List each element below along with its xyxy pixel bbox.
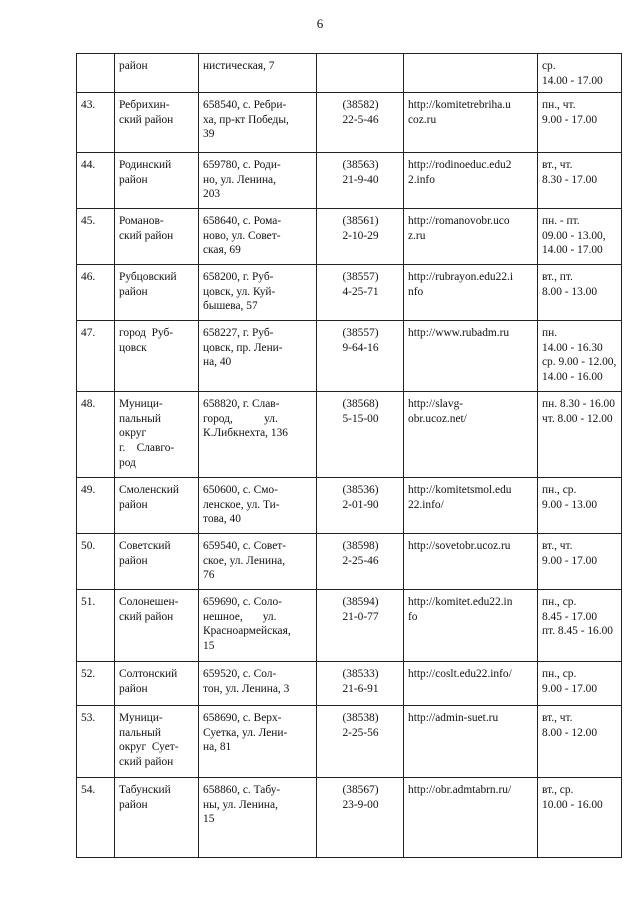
postal-address-line: ленское, ул. Ти-	[203, 498, 280, 511]
postal-address-line: Красноармейская,	[203, 625, 291, 638]
district-name-line: цовск	[119, 341, 147, 354]
website-url-cell	[404, 590, 538, 662]
row-number: 45.	[77, 209, 115, 265]
postal-address-cell	[199, 54, 317, 93]
district-name-line: Ребрихин-	[119, 99, 170, 112]
row-number: 43.	[77, 93, 115, 153]
website-url-line: http://coslt.edu22.info/	[408, 668, 512, 681]
phone-number-cell	[317, 478, 404, 534]
row-number: 51.	[77, 590, 115, 662]
phone-number-line: 2-10-29	[342, 229, 379, 242]
reception-hours-line: 14.00 - 16.00	[542, 370, 603, 383]
district-name-line: округ Сует-	[119, 741, 179, 754]
website-url-cell	[404, 478, 538, 534]
postal-address-line: 659520, с. Сол-	[203, 668, 277, 681]
phone-number-line: 9-64-16	[342, 341, 379, 354]
reception-hours-line: ср. 9.00 - 12.00,	[542, 356, 617, 369]
phone-number-line: 22-5-46	[342, 113, 379, 126]
reception-hours-cell	[538, 54, 622, 93]
phone-number-line: (38557)	[342, 271, 379, 284]
postal-address-line: 658820, г. Слав-	[203, 398, 280, 411]
website-url-line: http://www.rubadm.ru	[408, 327, 510, 340]
website-url-cell	[404, 392, 538, 478]
reception-hours-line: 8.30 - 17.00	[542, 173, 598, 186]
table-row	[77, 54, 622, 93]
reception-hours-cell	[538, 321, 622, 392]
website-url-line: http://slavg-	[408, 398, 464, 411]
reception-hours-cell	[538, 662, 622, 706]
website-url-line: z.ru	[408, 229, 426, 242]
phone-number-line: (38563)	[342, 159, 379, 172]
phone-number-cell	[317, 93, 404, 153]
district-name-cell	[115, 153, 199, 209]
row-number	[77, 54, 115, 93]
row-number: 48.	[77, 392, 115, 478]
postal-address-line: цовск, ул. Куй-	[203, 285, 276, 298]
website-url-line: fo	[408, 610, 418, 623]
reception-hours-line: пн., ср.	[542, 484, 577, 497]
reception-hours-line: вт., чт.	[542, 159, 573, 172]
row-number: 44.	[77, 153, 115, 209]
website-url-line: http://romanovobr.uco	[408, 215, 510, 228]
postal-address-line: город, ул.	[203, 412, 278, 425]
reception-hours-cell	[538, 265, 622, 321]
reception-hours-line: пн., чт.	[542, 99, 576, 112]
postal-address-line: 659540, с. Совет-	[203, 540, 287, 553]
reception-hours-line: 8.45 - 17.00	[542, 610, 598, 623]
website-url-cell	[404, 54, 538, 93]
postal-address-line: 659690, с. Соло-	[203, 596, 282, 609]
phone-number-line: (38561)	[342, 215, 379, 228]
district-name-line: Солтонский	[119, 668, 178, 681]
postal-address-line: на, 40	[203, 356, 232, 369]
reception-hours-cell	[538, 209, 622, 265]
phone-number-line: (38567)	[342, 784, 379, 797]
phone-number-line: (38594)	[342, 596, 379, 609]
postal-address-line: това, 40	[203, 513, 241, 526]
phone-number-cell	[317, 321, 404, 392]
website-url-line: http://rodinoeduc.edu2	[408, 159, 512, 172]
reception-hours-line: вт., пт.	[542, 271, 573, 284]
district-name-line: район	[119, 798, 148, 811]
phone-number-line: 21-0-77	[342, 610, 379, 623]
district-name-cell	[115, 534, 199, 590]
website-url-line: coz.ru	[408, 113, 437, 126]
postal-address-line: ская, 69	[203, 244, 241, 257]
website-url-line: 22.info/	[408, 498, 444, 511]
district-name-line: пальный	[119, 726, 161, 739]
district-name-cell	[115, 321, 199, 392]
row-number: 53.	[77, 706, 115, 778]
phone-number-cell	[317, 54, 404, 93]
postal-address-line: 658690, с. Верх-	[203, 712, 282, 725]
website-url-cell	[404, 706, 538, 778]
postal-address-line: ское, ул. Ленина,	[203, 554, 286, 567]
district-name-line: род	[119, 456, 136, 469]
reception-hours-line: чт. 8.00 - 12.00	[542, 412, 613, 425]
reception-hours-cell	[538, 706, 622, 778]
district-name-line: Смоленский	[119, 484, 179, 497]
district-name-cell	[115, 392, 199, 478]
phone-number-line: 23-9-00	[342, 798, 379, 811]
reception-hours-line: пн. - пт.	[542, 215, 580, 228]
district-name-line: ский район	[119, 113, 174, 126]
postal-address-line: 658200, г. Руб-	[203, 271, 274, 284]
postal-address-line: 15	[203, 813, 215, 826]
postal-address-line: ново, ул. Совет-	[203, 229, 281, 242]
phone-number-line: (38557)	[342, 327, 379, 340]
website-url-cell	[404, 778, 538, 858]
reception-hours-cell	[538, 478, 622, 534]
phone-number-line: (38582)	[342, 99, 379, 112]
phone-number-line: 21-9-40	[342, 173, 379, 186]
phone-number-line: 5-15-00	[342, 412, 379, 425]
postal-address-line: ха, пр-кт Победы,	[203, 113, 289, 126]
website-url-line: http://rubrayon.edu22.i	[408, 271, 514, 284]
phone-number-cell	[317, 209, 404, 265]
reception-hours-line: 8.00 - 13.00	[542, 285, 598, 298]
table-row	[77, 265, 622, 321]
postal-address-line: 203	[203, 188, 221, 201]
reception-hours-line: 8.00 - 12.00	[542, 726, 598, 739]
website-url-line: http://komitet.edu22.in	[408, 596, 513, 609]
phone-number-cell	[317, 392, 404, 478]
reception-hours-line: 9.00 - 17.00	[542, 113, 598, 126]
table-row	[77, 321, 622, 392]
district-name-line: Солонешен-	[119, 596, 179, 609]
postal-address-cell	[199, 93, 317, 153]
district-name-cell	[115, 54, 199, 93]
postal-address-line: 650600, с. Смо-	[203, 484, 278, 497]
district-name-cell	[115, 662, 199, 706]
postal-address-line: но, ул. Ленина,	[203, 173, 276, 186]
table-row	[77, 778, 622, 858]
reception-hours-line: пн. 8.30 - 16.00	[542, 398, 615, 411]
table-row	[77, 93, 622, 153]
phone-number-line: 2-01-90	[342, 498, 379, 511]
row-number: 52.	[77, 662, 115, 706]
postal-address-cell	[199, 392, 317, 478]
row-number: 46.	[77, 265, 115, 321]
postal-address-cell	[199, 478, 317, 534]
district-name-cell	[115, 209, 199, 265]
reception-hours-line: 14.00 - 17.00	[542, 244, 603, 257]
district-name-line: пальный	[119, 412, 161, 425]
website-url-line: obr.ucoz.net/	[408, 412, 467, 425]
postal-address-line: ны, ул. Ленина,	[203, 798, 278, 811]
district-name-line: Рубцовский	[119, 271, 177, 284]
postal-address-line: Суетка, ул. Лени-	[203, 726, 288, 739]
website-url-line: http://komitetrebriha.u	[408, 99, 511, 112]
postal-address-cell	[199, 590, 317, 662]
district-name-line: ский район	[119, 755, 174, 768]
table-row	[77, 392, 622, 478]
website-url-cell	[404, 534, 538, 590]
website-url-cell	[404, 93, 538, 153]
phone-number-line: 2-25-46	[342, 554, 379, 567]
district-name-line: район	[119, 285, 148, 298]
reception-hours-line: ср.	[542, 60, 556, 72]
reception-hours-line: 9.00 - 17.00	[542, 682, 598, 695]
district-name-line: Муници-	[119, 712, 163, 725]
postal-address-line: на, 81	[203, 741, 232, 754]
website-url-line: 2.info	[408, 173, 435, 186]
reception-hours-cell	[538, 590, 622, 662]
page-number: 6	[316, 16, 324, 31]
website-url-line: http://sovetobr.ucoz.ru	[408, 540, 511, 553]
website-url-cell	[404, 209, 538, 265]
reception-hours-line: 14.00 - 16.30	[542, 341, 603, 354]
district-name-cell	[115, 706, 199, 778]
phone-number-line: (38538)	[342, 712, 379, 725]
website-url-cell	[404, 153, 538, 209]
phone-number-cell	[317, 662, 404, 706]
district-name-line: ский район	[119, 229, 174, 242]
district-name-cell	[115, 778, 199, 858]
postal-address-line: 658640, с. Рома-	[203, 215, 282, 228]
reception-hours-cell	[538, 534, 622, 590]
district-name-line: Советский	[119, 540, 171, 553]
website-url-line: http://komitetsmol.edu	[408, 484, 512, 497]
phone-number-line: (38536)	[342, 484, 379, 497]
phone-number-cell	[317, 265, 404, 321]
postal-address-line: 658860, с. Табу-	[203, 784, 281, 797]
reception-hours-line: 9.00 - 13.00	[542, 498, 598, 511]
phone-number-line: (38533)	[342, 668, 379, 681]
district-name-line: ский район	[119, 610, 174, 623]
row-number: 50.	[77, 534, 115, 590]
district-name-line: Муници-	[119, 398, 163, 411]
reception-hours-line: пн., ср.	[542, 668, 577, 681]
postal-address-line: 15	[203, 639, 215, 652]
phone-number-line: 21-6-91	[342, 682, 379, 695]
reception-hours-line: пн., ср.	[542, 596, 577, 609]
postal-address-cell	[199, 321, 317, 392]
district-name-line: Романов-	[119, 215, 164, 228]
postal-address-line: цовск, пр. Лени-	[203, 341, 283, 354]
postal-address-cell	[199, 778, 317, 858]
postal-address-cell	[199, 662, 317, 706]
reception-hours-line: 14.00 - 17.00	[542, 74, 603, 87]
postal-address-line: нистическая, 7	[203, 60, 275, 72]
district-name-line: район	[119, 682, 148, 695]
phone-number-cell	[317, 590, 404, 662]
phone-number-cell	[317, 534, 404, 590]
district-name-cell	[115, 590, 199, 662]
postal-address-line: тон, ул. Ленина, 3	[203, 682, 290, 695]
district-name-line: Табунский	[119, 784, 171, 797]
reception-hours-line: вт., ср.	[542, 784, 574, 797]
district-name-line: округ	[119, 427, 147, 440]
reception-hours-cell	[538, 153, 622, 209]
table-row	[77, 478, 622, 534]
website-url-cell	[404, 321, 538, 392]
postal-address-line: 658540, с. Ребри-	[203, 99, 287, 112]
reception-hours-cell	[538, 93, 622, 153]
postal-address-cell	[199, 706, 317, 778]
row-number: 54.	[77, 778, 115, 858]
postal-address-line: 39	[203, 128, 215, 141]
website-url-line: http://admin-suet.ru	[408, 712, 499, 725]
table-row	[77, 153, 622, 209]
reception-hours-line: 10.00 - 16.00	[542, 798, 603, 811]
registry-table	[76, 53, 622, 858]
district-name-line: район	[119, 60, 148, 72]
district-name-line: район	[119, 173, 148, 186]
postal-address-cell	[199, 265, 317, 321]
district-name-line: район	[119, 554, 148, 567]
table-row	[77, 534, 622, 590]
reception-hours-cell	[538, 392, 622, 478]
postal-address-line: бышева, 57	[203, 300, 258, 313]
table-row	[77, 590, 622, 662]
reception-hours-line: 9.00 - 17.00	[542, 554, 598, 567]
website-url-line: http://obr.admtabrn.ru/	[408, 784, 512, 797]
phone-number-line: (38598)	[342, 540, 379, 553]
reception-hours-line: вт., чт.	[542, 540, 573, 553]
district-name-line: г. Славго-	[119, 441, 175, 454]
district-name-line: город Руб-	[119, 327, 174, 340]
postal-address-line: 76	[203, 569, 215, 582]
postal-address-line: нешное, ул.	[203, 610, 277, 623]
table-body	[77, 54, 622, 858]
phone-number-line: 2-25-56	[342, 726, 379, 739]
phone-number-cell	[317, 778, 404, 858]
row-number: 47.	[77, 321, 115, 392]
district-name-cell	[115, 93, 199, 153]
postal-address-cell	[199, 209, 317, 265]
reception-hours-cell	[538, 778, 622, 858]
table-row	[77, 662, 622, 706]
reception-hours-line: 09.00 - 13.00,	[542, 229, 606, 242]
postal-address-line: 658227, г. Руб-	[203, 327, 274, 340]
reception-hours-line: пн.	[542, 327, 558, 340]
phone-number-cell	[317, 706, 404, 778]
table-row	[77, 706, 622, 778]
table-row	[77, 209, 622, 265]
phone-number-line: 4-25-71	[342, 285, 379, 298]
postal-address-cell	[199, 153, 317, 209]
district-name-cell	[115, 265, 199, 321]
website-url-cell	[404, 662, 538, 706]
postal-address-line: 659780, с. Роди-	[203, 159, 281, 172]
district-name-cell	[115, 478, 199, 534]
website-url-line: nfo	[408, 285, 424, 298]
postal-address-line: К.Либкнехта, 136	[203, 427, 288, 440]
phone-number-line: (38568)	[342, 398, 379, 411]
phone-number-cell	[317, 153, 404, 209]
reception-hours-line: пт. 8.45 - 16.00	[542, 625, 613, 638]
postal-address-cell	[199, 534, 317, 590]
district-name-line: Родинский	[119, 159, 172, 172]
website-url-cell	[404, 265, 538, 321]
reception-hours-line: вт., чт.	[542, 712, 573, 725]
row-number: 49.	[77, 478, 115, 534]
district-name-line: район	[119, 498, 148, 511]
